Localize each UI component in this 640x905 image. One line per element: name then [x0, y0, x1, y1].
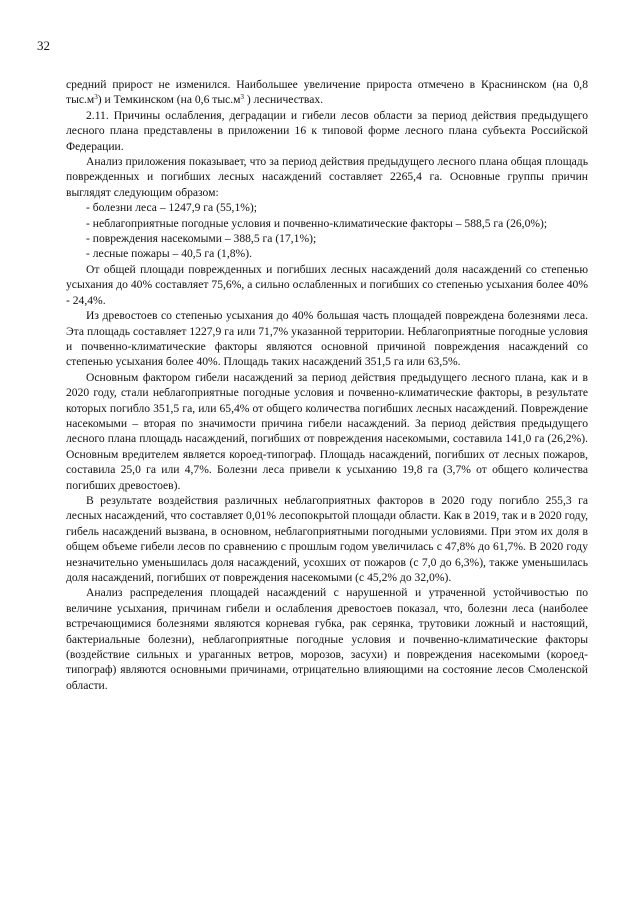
paragraph-stands-under-40: Из древостоев со степенью усыхания до 40% большая часть площадей повреждена болезнями леса. Эта площадь составляет 1227,9 га или 71,7% указанной территории. Неблагоприятные погодные условия и почвенно-климатические факторы являются основной причиной повреждения насаждений со степенью усыхания более 40%. Площадь таких насаждений 351,5 га или 63,5%.: [66, 309, 588, 369]
list-item-weather: - неблагоприятные погодные условия и почвенно-климатические факторы – 588,5 га (26,0%);: [86, 216, 548, 230]
body-text: [66, 77, 588, 693]
list-item-fires: - лесные пожары – 40,5 га (1,8%).: [86, 247, 252, 261]
superscript-cubic: 3: [94, 93, 98, 102]
paragraph-growth-text-b: ) и Темкинском (на 0,6 тыс.м: [97, 93, 241, 107]
paragraph-analysis: Анализ приложения показывает, что за период действия предыдущего лесного плана общая площадь поврежденных и погибших лесных насаждений составляет 2265,4 га. Основные группы причин выглядят следующим образом:: [66, 155, 588, 199]
paragraph-desiccation-share: От общей площади поврежденных и погибших лесных насаждений доля насаждений со степенью усыхания до 40% составляет 75,6%, а сильно ослабленных и погибших со степенью усыхания более 40% - 24,4%.: [66, 262, 588, 307]
superscript-cubic: 3: [240, 93, 245, 102]
paragraph-conclusion: Анализ распределения площадей насаждений с нарушенной и утраченной устойчивостью по величине усыхания, причинам гибели и ослабления древостоев показал, что, болезни леса (наиболее встречающимися болезнями являются корневая губка, рак серянка, трутовики ложный и настоящий, бактериальные болезни), неблагоприятные погодные условия и почвенно-климатические факторы (воздействие сильных и ураганных ветров, морозов, засухи) и повреждения насекомыми (короед-типограф) являются основными причинами, отрицательно влияющими на состояние лесов Смоленской области.: [66, 586, 588, 692]
paragraph-growth-text-c: ) лесничествах.: [244, 93, 324, 107]
list-item-insects: - повреждения насекомыми – 388,5 га (17,1%);: [86, 232, 317, 246]
paragraph-growth-text-a: средний прирост не изменился. Наибольшее увеличение прироста отмечено в Краснинском (на 0,8 тыс.м: [66, 78, 588, 107]
paragraph-2020-losses: В результате воздействия различных неблагоприятных факторов в 2020 году погибло 255,3 га лесных насаждений, что составляет 0,01% лесопокрытой площади области. Как в 2019, так и в 2020 году, гибель насаждений вызвана, в основном, неблагоприятными погодными условиями. При этом их доля в общем объеме гибели лесов по сравнению с прошлым годом увеличилась с 47,8% до 61,7%. В 2020 году незначительно уменьшилась доля насаждений, усохших от пожаров (с 7,0 до 6,3%), также уменьшилась доля насаждений, погибших от повреждения насекомыми (с 45,2% до 32,0%).: [66, 493, 588, 584]
paragraph-section-2-11: 2.11. Причины ослабления, деградации и гибели лесов области за период действия предыдущего лесного плана представлены в приложении 16 к типовой форме лесного плана субъекта Российской Федерации.: [66, 108, 588, 153]
list-item-diseases: - болезни леса – 1247,9 га (55,1%);: [86, 201, 257, 215]
paragraph-main-factor: Основным фактором гибели насаждений за период действия предыдущего лесного плана, как и в 2020 году, стали неблагоприятные погодные условия и почвенно-климатические факторы, в результате которых погибло 351,5 га, или 65,4% от общего количества погибших лесных насаждений. Повреждение насекомыми – вторая по значимости причина гибели насаждений. За период действия предыдущего лесного плана площадь насаждений, погибших от повреждения насекомыми, составила 141,0 га (26,2%). Основным вредителем является короед-типограф. Площадь насаждений, погибших от лесных пожаров, составила 25,0 га или 4,7%. Болезни леса привели к усыханию 19,8 га (3,7% от общего количества погибших древостоев).: [66, 370, 588, 492]
page-number: 32: [37, 38, 50, 53]
paragraph-growth: [66, 77, 588, 108]
